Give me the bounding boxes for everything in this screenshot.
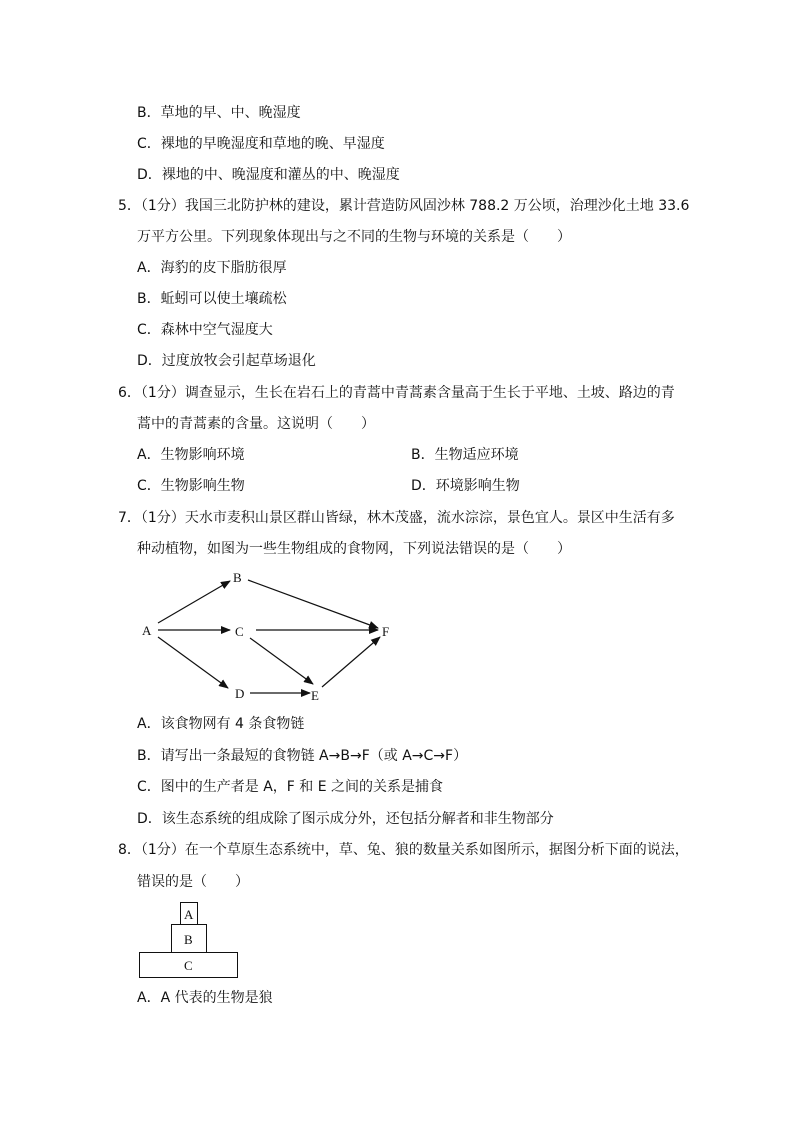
q7-option-b: B．请写出一条最短的食物链 A→B→F（或 A→C→F） <box>137 748 468 764</box>
q4-option-b: B．草地的早、中、晚湿度 <box>137 105 301 121</box>
edge-e-f <box>322 637 380 687</box>
q4-option-c: C．裸地的早晚湿度和草地的晚、早湿度 <box>137 136 385 152</box>
q6-option-d: D．环境影响生物 <box>411 478 520 494</box>
pyramid-middle-label: B <box>184 932 193 947</box>
q8-option-a: A．A 代表的生物是狼 <box>137 990 273 1006</box>
q8-stem-line1: 8．（1分）在一个草原生态系统中，草、兔、狼的数量关系如图所示，据图分析下面的说法， <box>118 842 689 858</box>
food-web-diagram <box>130 565 400 705</box>
q5-stem-line1: 5．（1分）我国三北防护林的建设，累计营造防风固沙林 788.2 万公顷，治理沙化土地 33.6 <box>118 198 690 214</box>
q4-option-d: D．裸地的中、晚湿度和灌丛的中、晚湿度 <box>137 167 400 183</box>
q5-option-d: D．过度放牧会引起草场退化 <box>137 353 316 369</box>
q7-option-a: A．该食物网有 4 条食物链 <box>137 716 305 732</box>
q7-stem-line2: 种动植物，如图为一些生物组成的食物网，下列说法错误的是（ ） <box>137 541 571 557</box>
q5-option-a: A．海豹的皮下脂肪很厚 <box>137 260 287 276</box>
q6-option-c: C．生物影响生物 <box>137 478 245 494</box>
node-b: B <box>233 570 242 585</box>
edge-c-e <box>250 638 313 684</box>
q7-stem-line1: 7．（1分）天水市麦积山景区群山皆绿，林木茂盛，流水淙淙，景色宜人。景区中生活有多 <box>118 510 675 526</box>
node-a: A <box>142 623 152 638</box>
edge-b-f <box>248 580 378 628</box>
q6-option-a: A．生物影响环境 <box>137 447 245 463</box>
edge-a-d <box>158 637 228 688</box>
pyramid-top-label: A <box>184 907 194 922</box>
quantity-pyramid <box>138 900 240 980</box>
q7-option-d: D．该生态系统的组成除了图示成分外，还包括分解者和非生物部分 <box>137 811 554 827</box>
q5-option-c: C．森林中空气湿度大 <box>137 322 273 338</box>
pyramid-bottom-label: C <box>184 958 193 973</box>
q6-stem-line2: 蒿中的青蒿素的含量。这说明（ ） <box>137 416 375 432</box>
q8-stem-line2: 错误的是（ ） <box>137 874 249 890</box>
node-e: E <box>311 688 319 703</box>
q5-option-b: B．蚯蚓可以使土壤疏松 <box>137 291 287 307</box>
q7-option-c: C．图中的生产者是 A，F 和 E 之间的关系是捕食 <box>137 779 444 795</box>
edge-a-b <box>158 581 230 623</box>
q5-stem-line2: 万平方公里。下列现象体现出与之不同的生物与环境的关系是（ ） <box>137 229 571 245</box>
q6-option-b: B．生物适应环境 <box>411 447 519 463</box>
q6-stem-line1: 6．（1分）调查显示，生长在岩石上的青蒿中青蒿素含量高于生长于平地、土坡、路边的青 <box>118 385 675 401</box>
node-f: F <box>382 624 390 639</box>
node-d: D <box>235 686 245 701</box>
node-c: C <box>235 624 244 639</box>
